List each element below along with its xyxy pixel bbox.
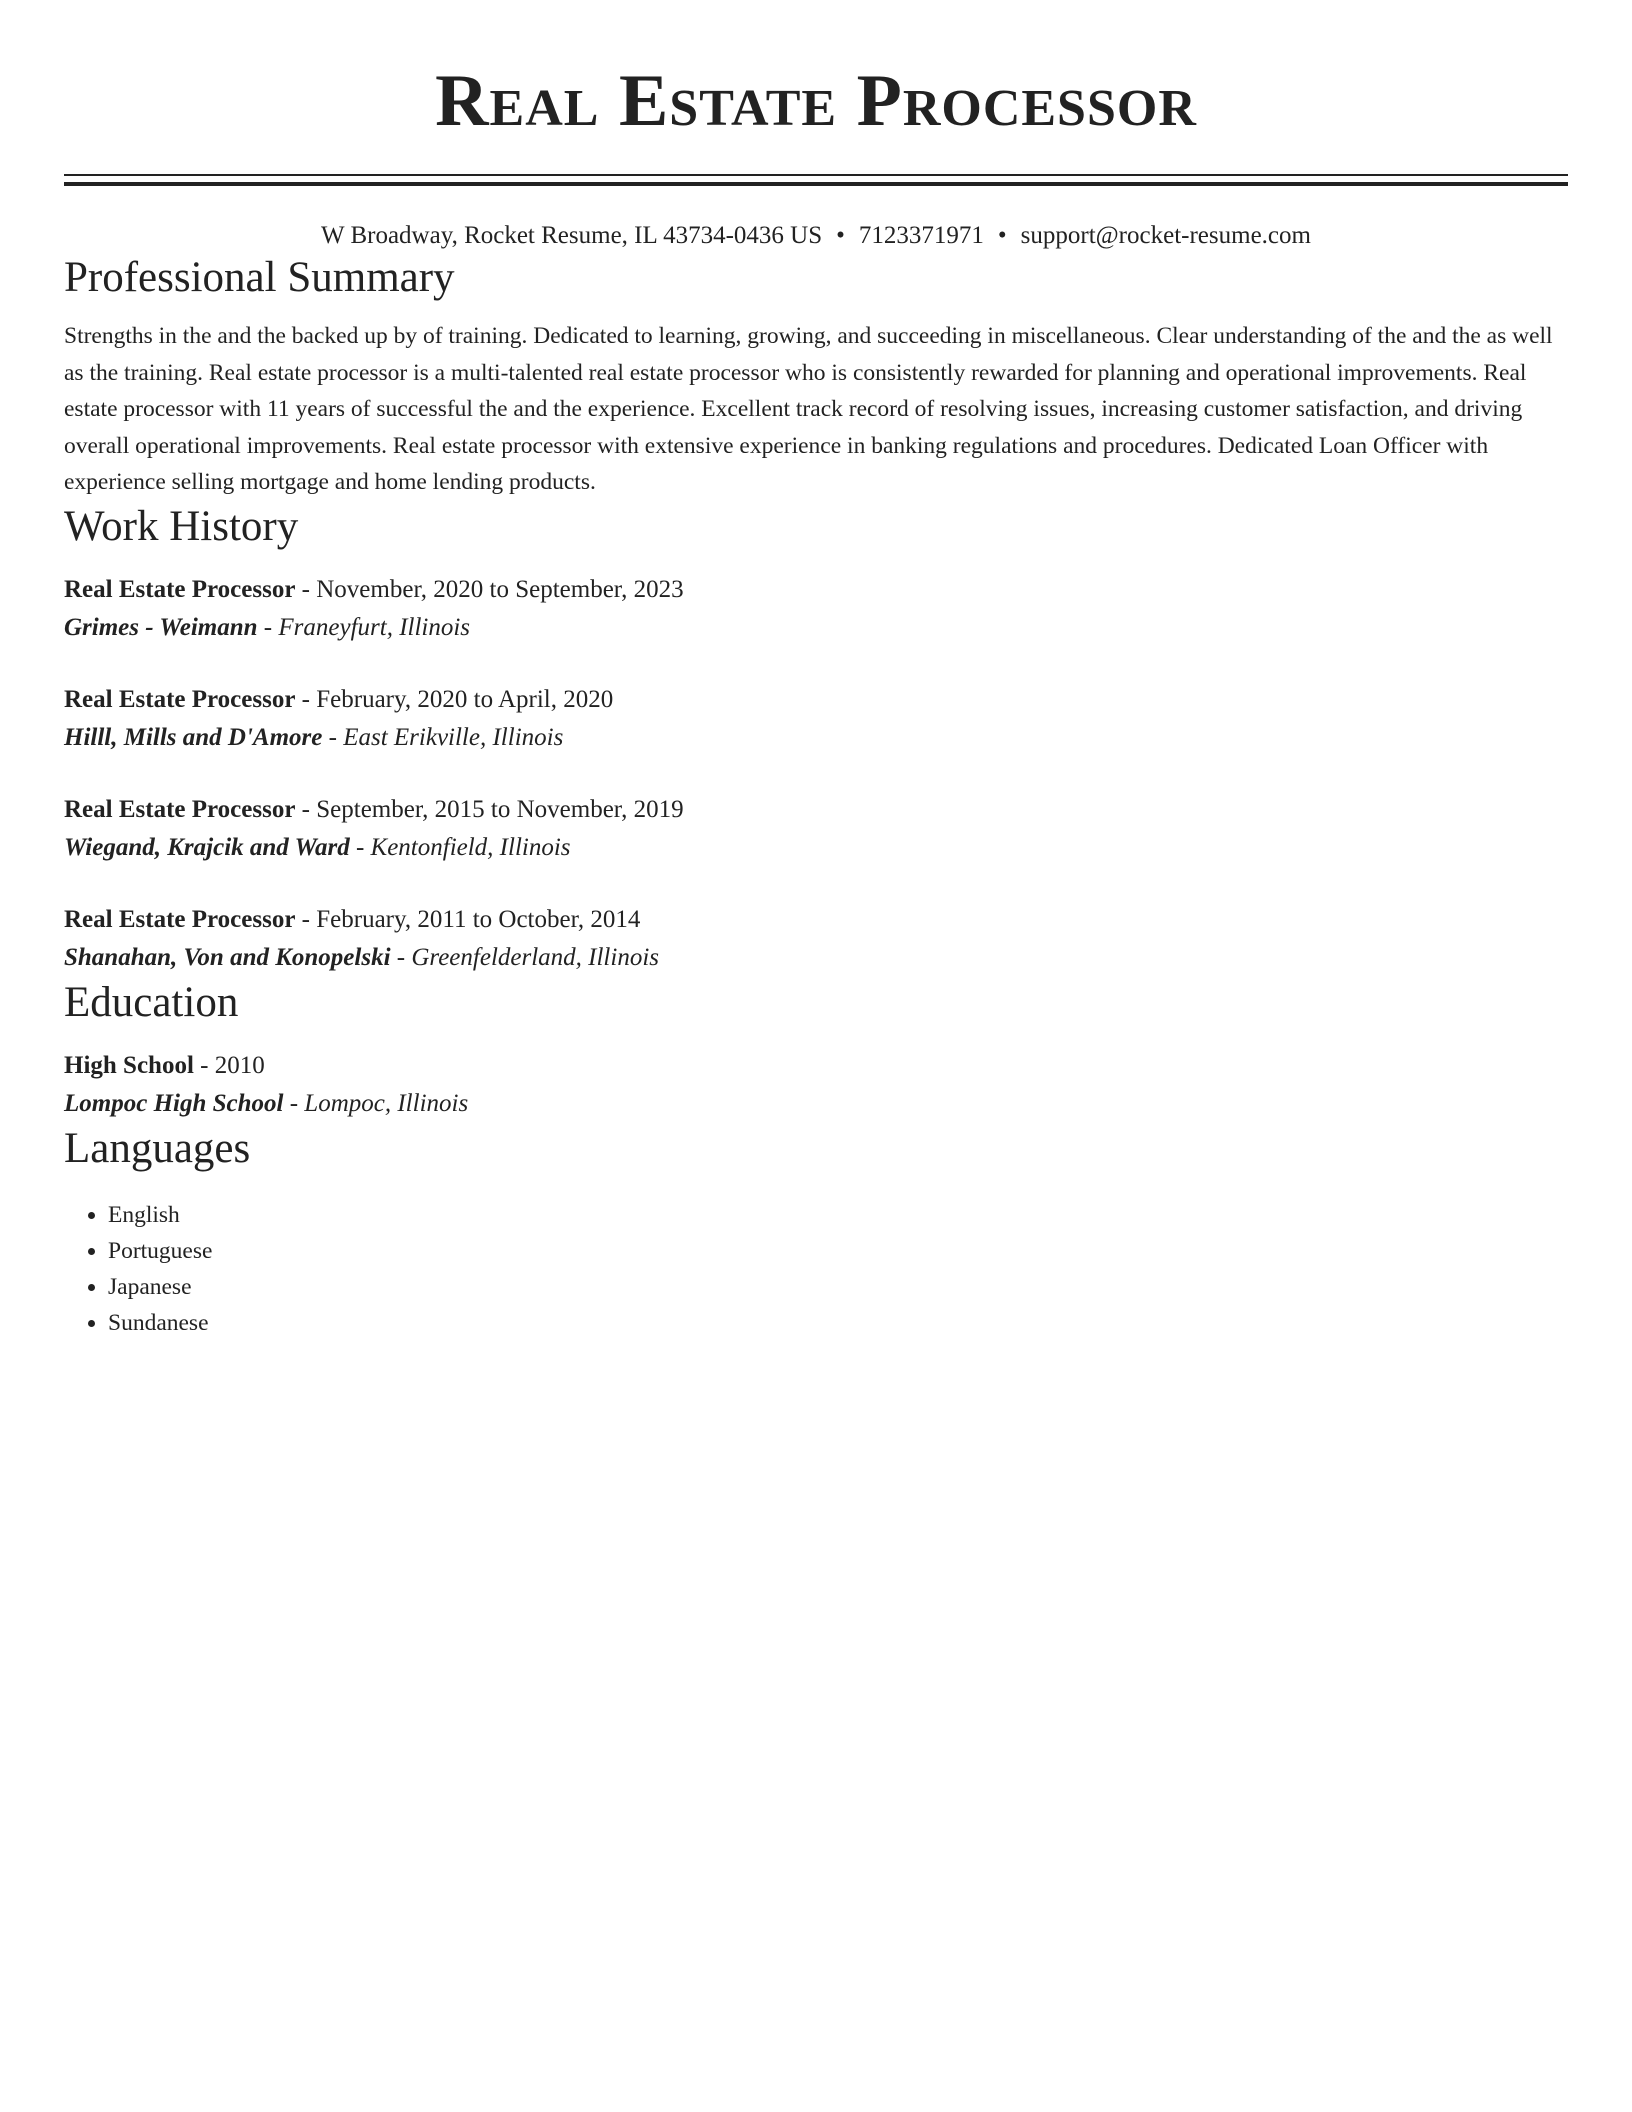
work-entry-employer xyxy=(64,829,1568,867)
languages-heading: Languages xyxy=(64,1124,251,1172)
work-entry-header xyxy=(64,901,1568,939)
languages-list xyxy=(64,1197,1568,1341)
summary-heading: Professional Summary xyxy=(64,254,455,301)
work-history-heading: Work History xyxy=(64,502,299,550)
work-entry-employer xyxy=(64,719,1568,757)
job-title: Real Estate Processor xyxy=(64,685,296,713)
dash: - xyxy=(295,905,317,933)
company-name: Grimes - Weimann xyxy=(64,613,258,641)
work-entry-employer xyxy=(64,609,1568,647)
job-dates: February, 2011 to October, 2014 xyxy=(316,905,641,933)
work-entry-header xyxy=(64,571,1568,609)
dash: - xyxy=(283,1089,305,1117)
company-name: Hilll, Mills and D'Amore xyxy=(64,723,323,751)
education-heading: Education xyxy=(64,978,239,1026)
resume-title: Real Estate Processor xyxy=(435,60,1197,142)
dash: - xyxy=(349,833,371,861)
job-title: Real Estate Processor xyxy=(64,575,296,603)
job-location: Greenfelderland, Illinois xyxy=(411,943,660,971)
contact-email: support@rocket-resume.com xyxy=(1020,222,1311,249)
work-entry xyxy=(64,901,1568,977)
work-entry xyxy=(64,681,1568,757)
education-entry-school xyxy=(64,1085,1568,1123)
work-entry xyxy=(64,791,1568,867)
language-item: • English xyxy=(108,1197,1568,1233)
job-title: Real Estate Processor xyxy=(64,905,296,933)
company-name: Wiegand, Krajcik and Ward xyxy=(64,833,350,861)
graduation-year: 2010 xyxy=(214,1051,265,1079)
contact-line xyxy=(64,220,1568,252)
job-dates: September, 2015 to November, 2019 xyxy=(316,795,684,823)
work-entry-header xyxy=(64,681,1568,719)
degree: High School xyxy=(64,1051,194,1079)
dash: - xyxy=(295,575,317,603)
job-location: Franeyfurt, Illinois xyxy=(278,613,471,641)
language-item: • Sundanese xyxy=(108,1305,1568,1341)
contact-separator: • xyxy=(836,222,845,249)
summary-text: Strengths in the and the backed up by of training. Dedicated to learning, growing, and succeeding in miscellaneous. Clear understanding of the and the as well as the training. Real estate processor is a multi-talented real estate processor who is consistently rewarded for planning and operational improvements. Real estate processor with 11 years of successful the and the experience. Excellent track record of resolving issues, increasing customer satisfaction, and driving overall operational improvements. Real estate processor with extensive experience in banking regulations and procedures. Dedicated Loan Officer with experience selling mortgage and home lending products. xyxy=(64,323,1553,495)
school-location: Lompoc, Illinois xyxy=(304,1089,469,1117)
work-history-list xyxy=(64,571,1568,977)
school-name: Lompoc High School xyxy=(64,1089,284,1117)
job-location: East Erikville, Illinois xyxy=(343,723,564,751)
dash: - xyxy=(257,613,279,641)
job-dates: November, 2020 to September, 2023 xyxy=(316,575,684,603)
education-entry xyxy=(64,1047,1568,1123)
contact-phone: 7123371971 xyxy=(858,222,984,249)
dash: - xyxy=(295,795,317,823)
work-entry xyxy=(64,571,1568,647)
work-entry-header xyxy=(64,791,1568,829)
dash: - xyxy=(295,685,317,713)
company-name: Shanahan, Von and Konopelski xyxy=(64,943,391,971)
education-entry-header xyxy=(64,1047,1568,1085)
dash: - xyxy=(322,723,344,751)
title-rule-thick xyxy=(64,182,1568,186)
dash: - xyxy=(390,943,412,971)
language-item: • Portuguese xyxy=(108,1233,1568,1269)
title-rule-thin xyxy=(64,174,1568,176)
work-entry-employer xyxy=(64,939,1568,977)
education-list xyxy=(64,1047,1568,1123)
job-title: Real Estate Processor xyxy=(64,795,296,823)
dash: - xyxy=(193,1051,215,1079)
job-location: Kentonfield, Illinois xyxy=(370,833,571,861)
language-item: • Japanese xyxy=(108,1269,1568,1305)
job-dates: February, 2020 to April, 2020 xyxy=(316,685,614,713)
contact-address: W Broadway, Rocket Resume, IL 43734-0436 US xyxy=(321,222,823,249)
contact-separator: • xyxy=(997,222,1007,249)
